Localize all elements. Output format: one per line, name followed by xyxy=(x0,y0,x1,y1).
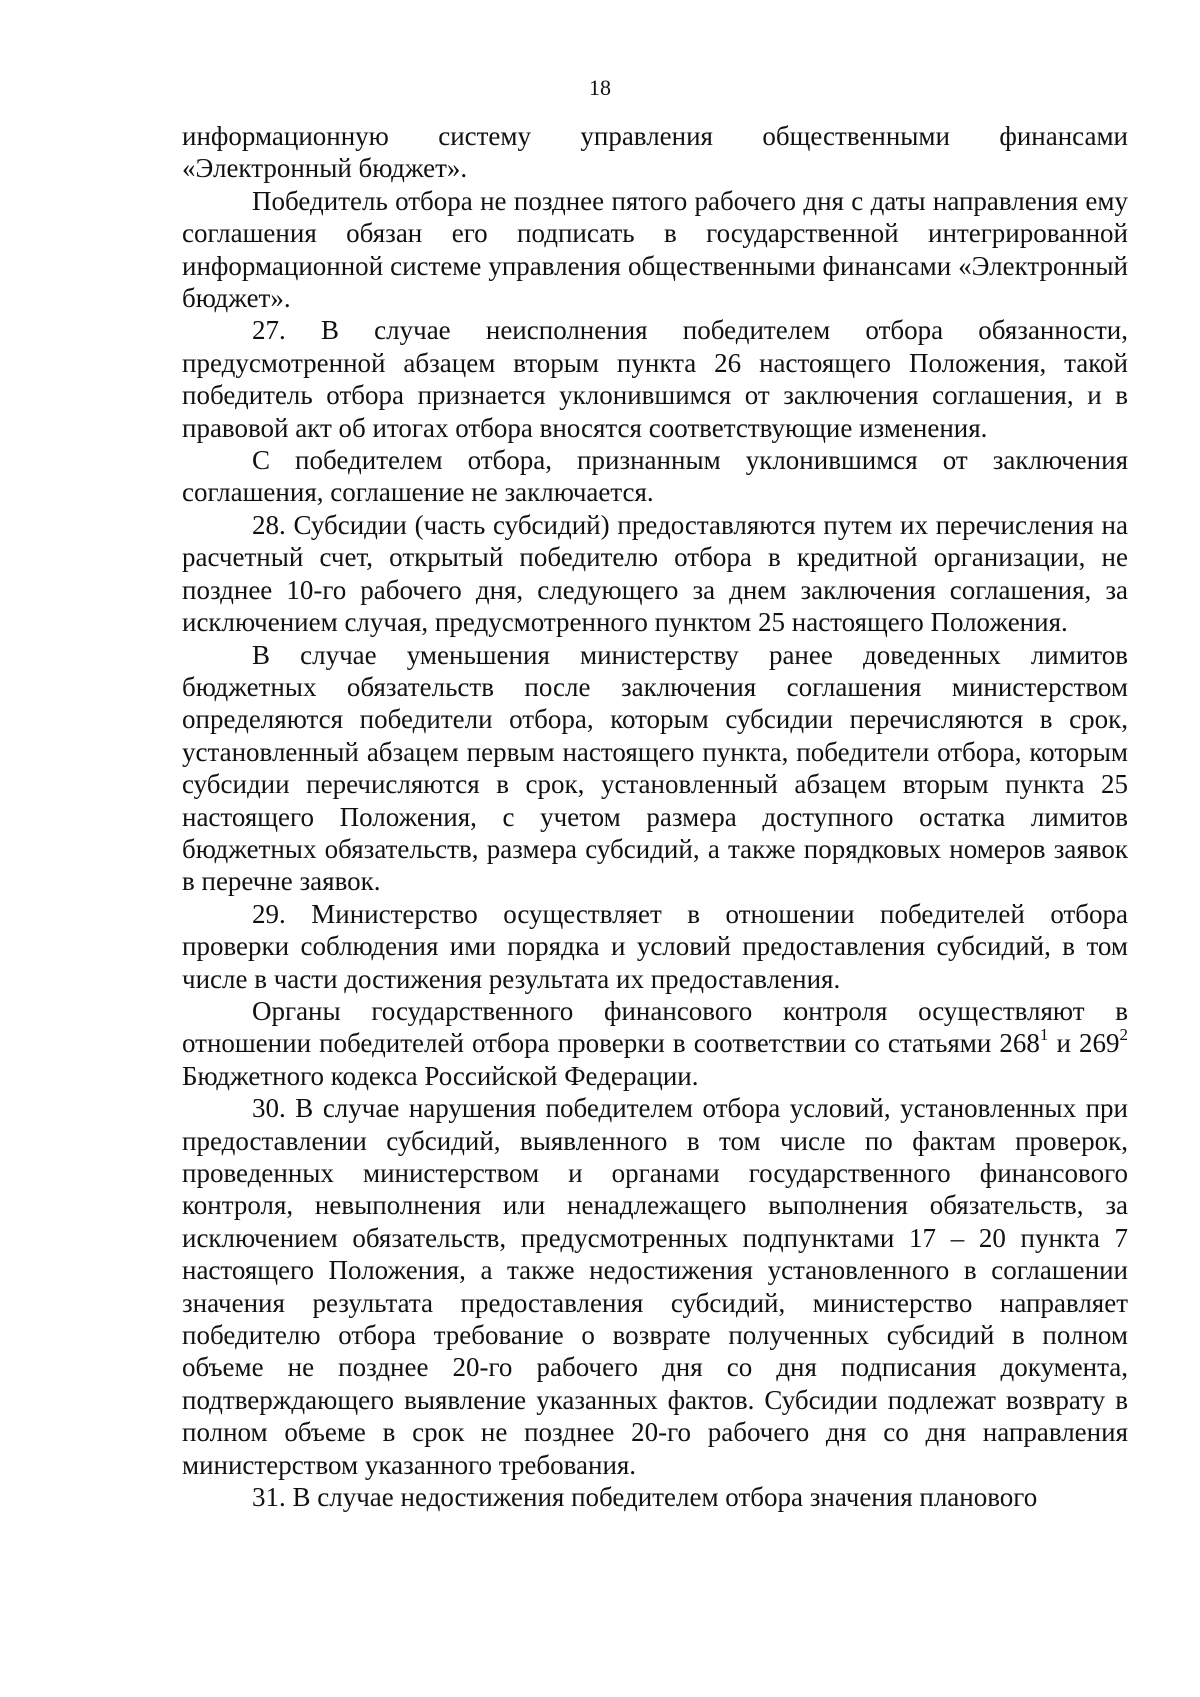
paragraph-31: 31. В случае недостижения победителем отбора значения планового xyxy=(252,1482,1038,1513)
paragraph-29: 29. Министерство осуществляет в отношении победителей отбора проверки соблюдения ими порядка и условий предоставления субсидий, в том числе в части достижения результата их предоставления. xyxy=(182,898,1128,994)
paragraph-27: 27. В случае неисполнения победителем отбора обязанности, предусмотренной абзацем вторым пункта 26 настоящего Положения, такой победитель отбора признается уклонившимся от заключения соглашения, и в правовой акт об итогах отбора вносятся соответствующие изменения. xyxy=(182,315,1128,443)
paragraph-28: 28. Субсидии (часть субсидий) предоставляются путем их перечисления на расчетный счет, открытый победителю отбора в кредитной организации, не позднее 10-го рабочего дня, следующего за днем заключения соглашения, за исключением случая, предусмотренного пунктом 25 настоящего Положения. xyxy=(182,509,1128,638)
paragraph-30: 30. В случае нарушения победителем отбора условий, установленных при предоставлении субсидий, выявленного в том числе по фактам проверок, проведенных министерством и органами государственного финансового контроля, невыполнения или ненадлежащего выполнения обязательств, за исключением обязательств, предусмотренных подпунктами 17 – 20 пункта 7 настоящего Положения, а также недостижения установленного в соглашении значения результата предоставления субсидий, министерство направляет победителю отбора требование о возврате полученных субсидий в полном объеме не позднее 20-го рабочего дня со дня подписания документа, подтверждающего выявление указанных фактов. Субсидии подлежат возврату в полном объеме в срок не позднее 20-го рабочего дня со дня направления министерством указанного требования. xyxy=(182,1093,1128,1480)
article-superscript-2: 2 xyxy=(1119,1025,1128,1045)
article-superscript-1: 1 xyxy=(1039,1025,1049,1045)
paragraph-26-signing: Победитель отбора не позднее пятого рабочего дня с даты направления ему соглашения обязан его подписать в государственной интегрированной информационной системе управления общественными финансами «Электронный бюджет». xyxy=(182,185,1128,314)
paragraph-29-control xyxy=(182,995,1128,1092)
paragraph-29-control-text-b: и 269 xyxy=(1048,1028,1120,1059)
document-body xyxy=(182,120,1128,1513)
paragraph-continuation: информационную систему управления общественными финансами «Электронный бюджет». xyxy=(182,121,1128,184)
paragraph-28-limits: В случае уменьшения министерству ранее доведенных лимитов бюджетных обязательств после заключения соглашения министерством определяются победители отбора, которым субсидии перечисляются в срок, установленный абзацем первым настоящего пункта, победители отбора, которым субсидии перечисляются в срок, установленный абзацем вторым пункта 25 настоящего Положения, с учетом размера доступного остатка лимитов бюджетных обязательств, размера субсидий, а также порядковых номеров заявок в перечне заявок. xyxy=(182,639,1128,897)
paragraph-29-control-text-c: Бюджетного кодекса Российской Федерации. xyxy=(182,1060,699,1091)
page-number: 18 xyxy=(589,75,611,100)
paragraph-27-no-agreement: С победителем отбора, признанным уклонившимся от заключения соглашения, соглашение не заключается. xyxy=(182,445,1128,508)
paragraph-29-control-text-a: Органы государственного финансового контроля осуществляют в отношении победителей отбора проверки в соответствии со статьями 268 xyxy=(182,995,1128,1059)
